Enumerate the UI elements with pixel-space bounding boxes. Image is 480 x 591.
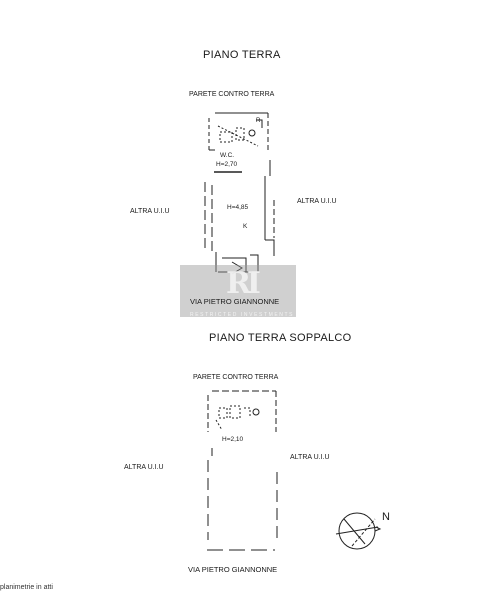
mezzanine-left-neighbor-label: ALTRA U.I.U (124, 464, 164, 471)
k-label: K (243, 223, 248, 230)
watermark-logo: RI (226, 266, 257, 301)
north-label: N (382, 511, 390, 523)
mezzanine-title: PIANO TERRA SOPPALCO (209, 332, 352, 344)
footer-note: planimetrie in atti (0, 584, 53, 591)
watermark-text: RESTRICTED INVESTMENTS (190, 312, 295, 318)
mezzanine-street-label: VIA PIETRO GIANNONNE (188, 565, 278, 574)
ground-floor-top-wall-label: PARETE CONTRO TERRA (189, 91, 275, 98)
compass-rose (336, 513, 380, 549)
ground-floor-right-neighbor-label: ALTRA U.I.U (297, 198, 337, 205)
ground-floor-r-label: R (256, 118, 261, 124)
room-height-label: H=4,85 (227, 204, 249, 211)
mezzanine-right-neighbor-label: ALTRA U.I.U (290, 454, 330, 461)
ground-floor-street-label: VIA PIETRO GIANNONNE (190, 297, 280, 306)
mezzanine-walls (207, 391, 277, 550)
ground-floor-left-neighbor-label: ALTRA U.I.U (130, 208, 170, 215)
ground-floor-title: PIANO TERRA (203, 49, 281, 61)
wc-height-label: H=2,70 (216, 161, 238, 168)
mezzanine-top-wall-label: PARETE CONTRO TERRA (193, 374, 279, 381)
mezzanine-height-label: H=2,10 (222, 436, 244, 443)
wc-label: W.C. (220, 152, 235, 159)
ground-floor-walls (205, 113, 274, 274)
